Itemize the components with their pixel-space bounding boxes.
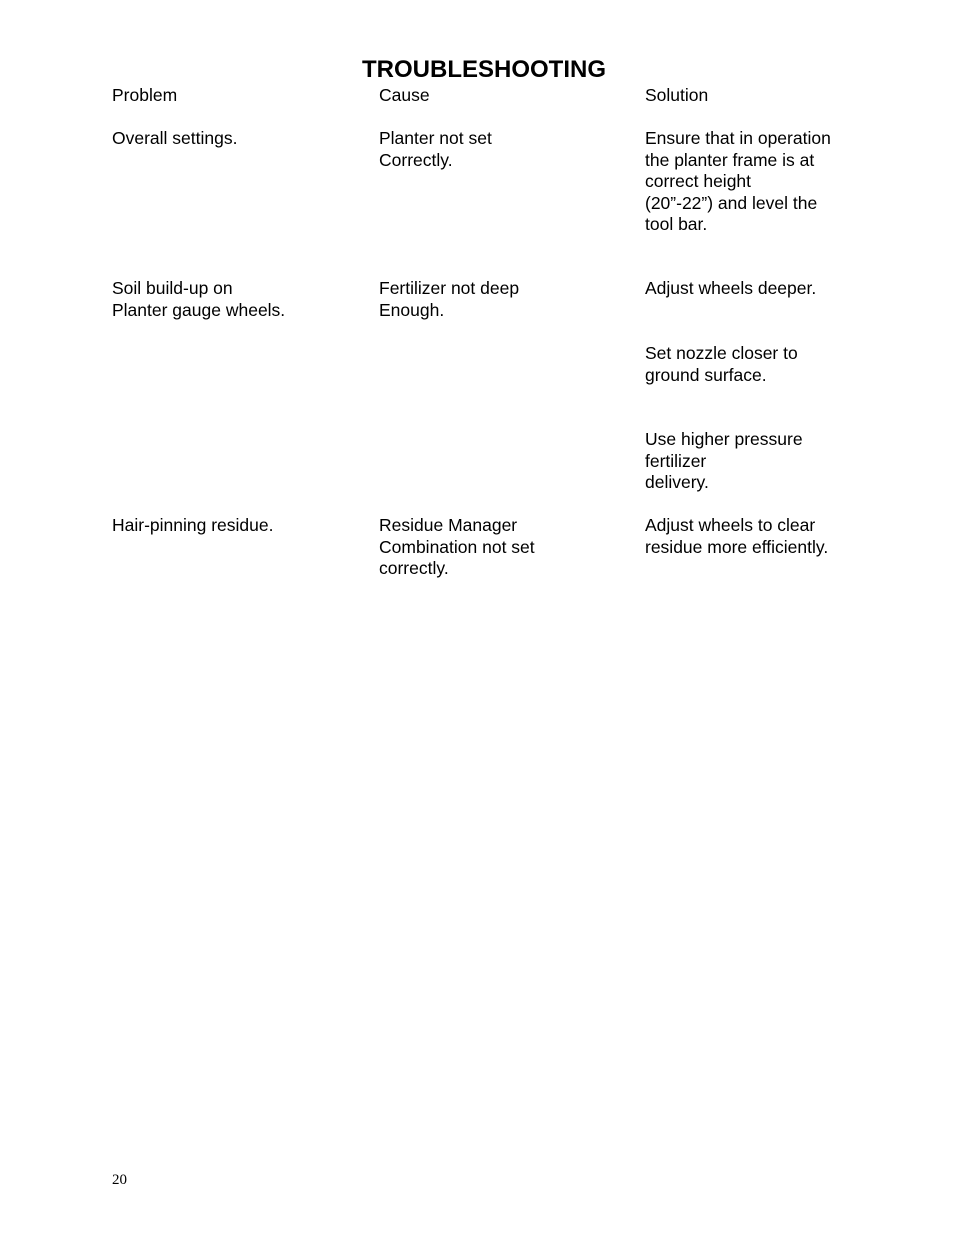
column-header-solution: Solution	[645, 85, 709, 105]
text-line: Planter not set	[379, 128, 492, 148]
text-line: residue more efficiently.	[645, 536, 829, 557]
text-line: Planter gauge wheels.	[112, 299, 286, 320]
row-2-solution-2	[645, 343, 798, 386]
column-header-cause: Cause	[379, 85, 430, 105]
text-line: Combination not set	[379, 536, 535, 557]
text-line: correct height	[645, 171, 752, 191]
text-line: delivery.	[645, 472, 709, 492]
text-line: Ensure that in operation	[645, 128, 831, 148]
text-line: Correctly.	[379, 149, 453, 170]
text-line: Fertilizer not deep	[379, 278, 520, 298]
text-line: correctly.	[379, 558, 449, 578]
text-line: tool bar.	[645, 214, 708, 234]
text-line: Set nozzle closer to	[645, 343, 798, 363]
text-line: ground surface.	[645, 364, 767, 385]
row-2-solution-3	[645, 429, 803, 494]
row-3-solution	[645, 515, 828, 558]
row-1-solution	[645, 128, 831, 236]
text-line: the planter frame is at	[645, 149, 815, 170]
text-line: Soil build-up on	[112, 278, 233, 298]
text-line: fertilizer	[645, 450, 707, 471]
row-2-solution-1	[645, 278, 816, 300]
text-line: Overall settings.	[112, 128, 238, 148]
text-line: Use higher pressure	[645, 429, 803, 449]
text-line: Adjust wheels to clear	[645, 515, 816, 535]
text-line: Adjust wheels deeper.	[645, 278, 817, 298]
row-1-problem	[112, 128, 237, 150]
text-line: Enough.	[379, 299, 445, 320]
text-line: (20”-22”) and level the	[645, 192, 818, 213]
text-line: Residue Manager	[379, 515, 518, 535]
row-3-problem	[112, 515, 273, 537]
row-1-cause	[379, 128, 492, 171]
row-3-cause	[379, 515, 535, 580]
row-2-cause	[379, 278, 519, 321]
column-header-problem: Problem	[112, 85, 178, 105]
text-line: Hair-pinning residue.	[112, 515, 274, 535]
page-number: 20	[112, 1172, 127, 1188]
row-2-problem	[112, 278, 285, 321]
page-title: TROUBLESHOOTING	[362, 56, 606, 83]
